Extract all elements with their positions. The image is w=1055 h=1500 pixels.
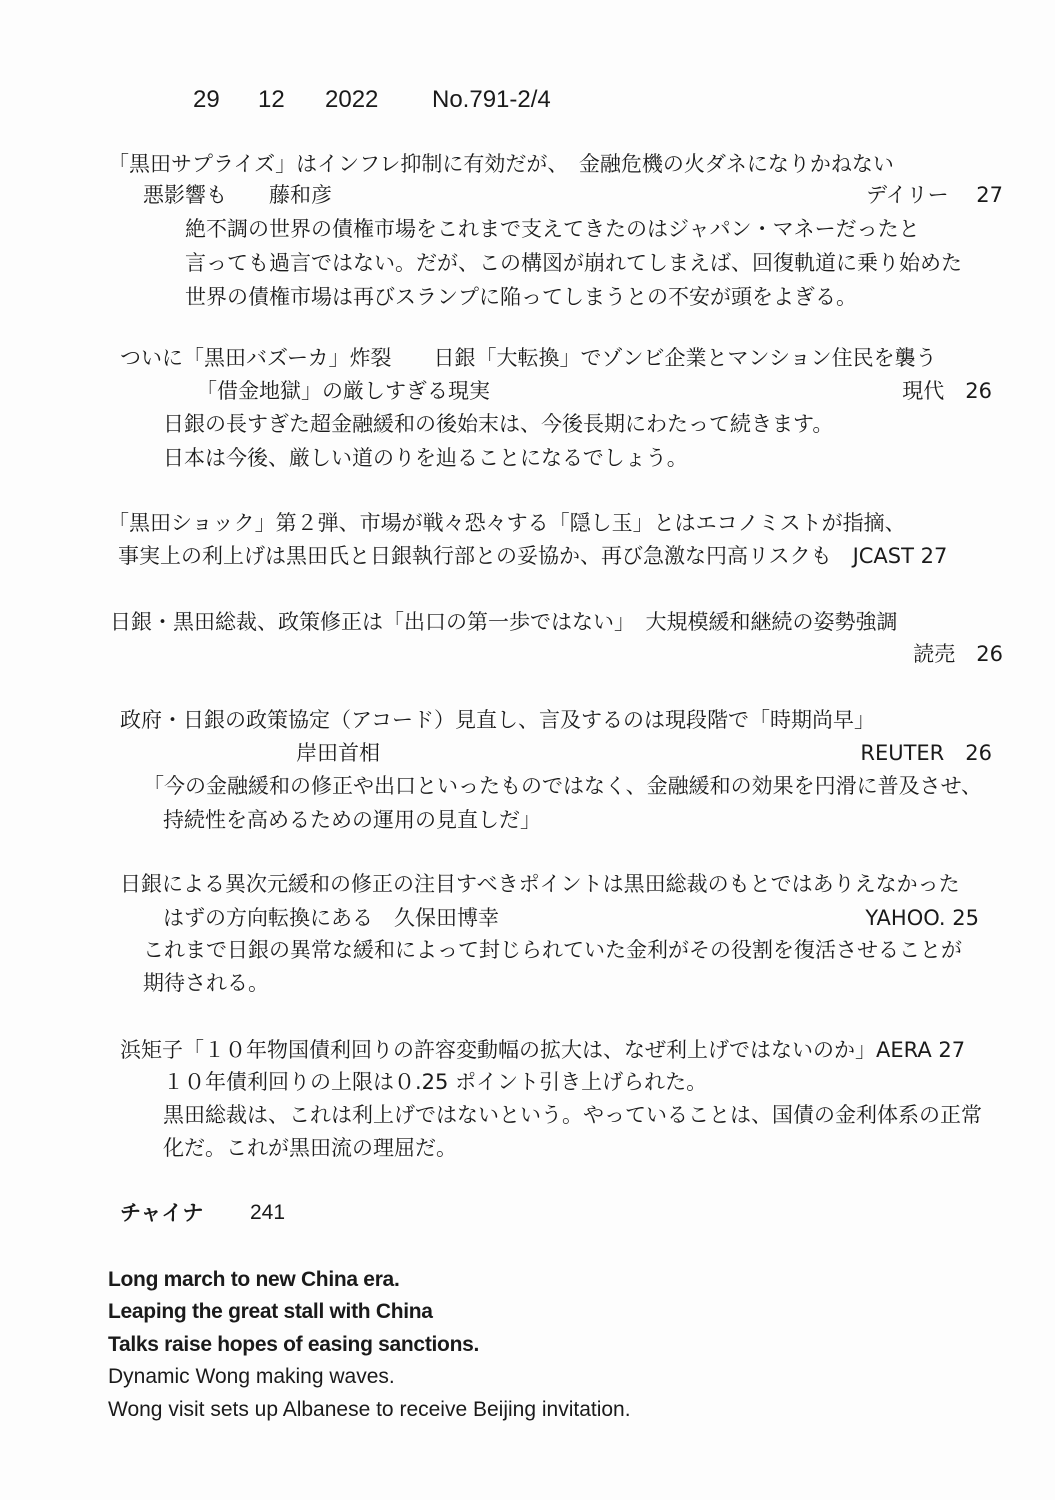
headline-bold-2: Leaping the great stall with China	[108, 1300, 433, 1323]
article-1-source: デイリー 27	[866, 183, 1003, 207]
article-6-body-2: 期待される。	[143, 971, 269, 995]
article-4-source: 読売 26	[913, 642, 1003, 666]
header-issue-number: No.791-2/4	[432, 86, 551, 113]
article-2-body-2: 日本は今後、厳しい道のりを辿ることになるでしょう。	[163, 446, 688, 470]
header-year: 2022	[325, 86, 379, 113]
article-5-source: REUTER 26	[860, 741, 992, 765]
article-7-title: 浜矩子「１０年物国債利回りの許容変動幅の拡大は、なぜ利上げではないのか」AERA 27	[120, 1038, 966, 1062]
section-title: チャイナ	[120, 1201, 204, 1225]
article-2-body-1: 日銀の長すぎた超金融緩和の後始末は、今後長期にわたって続きます。	[163, 412, 834, 436]
headline-regular-2: Wong visit sets up Albanese to receive Beijing invitation.	[108, 1398, 631, 1421]
article-3-subtitle: 事実上の利上げは黒田氏と日銀執行部との妥協か、再び急激な円高リスクも JCAST 27	[118, 544, 948, 568]
article-6-body-1: これまで日銀の異常な緩和によって封じられていた金利がその役割を復活させることが	[143, 938, 962, 962]
header-day: 29	[193, 86, 220, 113]
section-count: 241	[250, 1201, 286, 1224]
article-2-source: 現代 26	[902, 379, 992, 403]
article-7-body-3: 化だ。これが黒田流の理屈だ。	[163, 1136, 457, 1160]
article-1-body-3: 世界の債権市場は再びスランプに陥ってしまうとの不安が頭をよぎる。	[185, 285, 857, 309]
headline-bold-3: Talks raise hopes of easing sanctions.	[108, 1333, 480, 1356]
article-1-subtitle: 悪影響も 藤和彦	[143, 183, 332, 207]
article-1-title: 「黒田サプライズ」はインフレ抑制に有効だが、 金融危機の火ダネになりかねない	[108, 152, 894, 176]
article-5-title: 政府・日銀の政策協定（アコード）見直し、言及するのは現段階で「時期尚早」	[120, 708, 875, 732]
article-4-title: 日銀・黒田総裁、政策修正は「出口の第一歩ではない」 大規模緩和継続の姿勢強調	[110, 610, 898, 634]
article-2-subtitle: 「借金地獄」の厳しすぎる現実	[196, 379, 490, 403]
article-3-title: 「黒田ショック」第２弾、市場が戦々恐々する「隠し玉」とはエコノミストが指摘、	[108, 511, 906, 535]
article-6-subtitle: はずの方向転換にある 久保田博幸	[163, 906, 499, 930]
article-1-body-2: 言っても過言ではない。だが、この構図が崩れてしまえば、回復軌道に乗り始めた	[185, 251, 962, 275]
article-6-source: YAHOO. 25	[865, 906, 979, 930]
article-5-body-2: 持続性を高めるための運用の見直しだ」	[163, 808, 541, 832]
article-7-body-2: 黒田総裁は、これは利上げではないという。やっていることは、国債の金利体系の正常	[163, 1103, 982, 1127]
article-5-body-1: 「今の金融緩和の修正や出口といったものではなく、金融緩和の効果を円滑に普及させ、	[143, 774, 982, 798]
article-7-body-1: １０年債利回りの上限は０.25 ポイント引き上げられた。	[163, 1070, 708, 1094]
article-2-title: ついに「黒田バズーカ」炸裂 日銀「大転換」でゾンビ企業とマンション住民を襲う	[120, 346, 937, 370]
header-month: 12	[258, 86, 285, 113]
article-6-title: 日銀による異次元緩和の修正の注目すべきポイントは黒田総裁のもとではありえなかった	[120, 872, 960, 896]
article-1-body-1: 絶不調の世界の債権市場をこれまで支えてきたのはジャパン・マネーだったと	[185, 217, 920, 241]
article-5-subtitle: 岸田首相	[296, 741, 380, 765]
headline-regular-1: Dynamic Wong making waves.	[108, 1365, 395, 1388]
headline-bold-1: Long march to new China era.	[108, 1268, 400, 1291]
